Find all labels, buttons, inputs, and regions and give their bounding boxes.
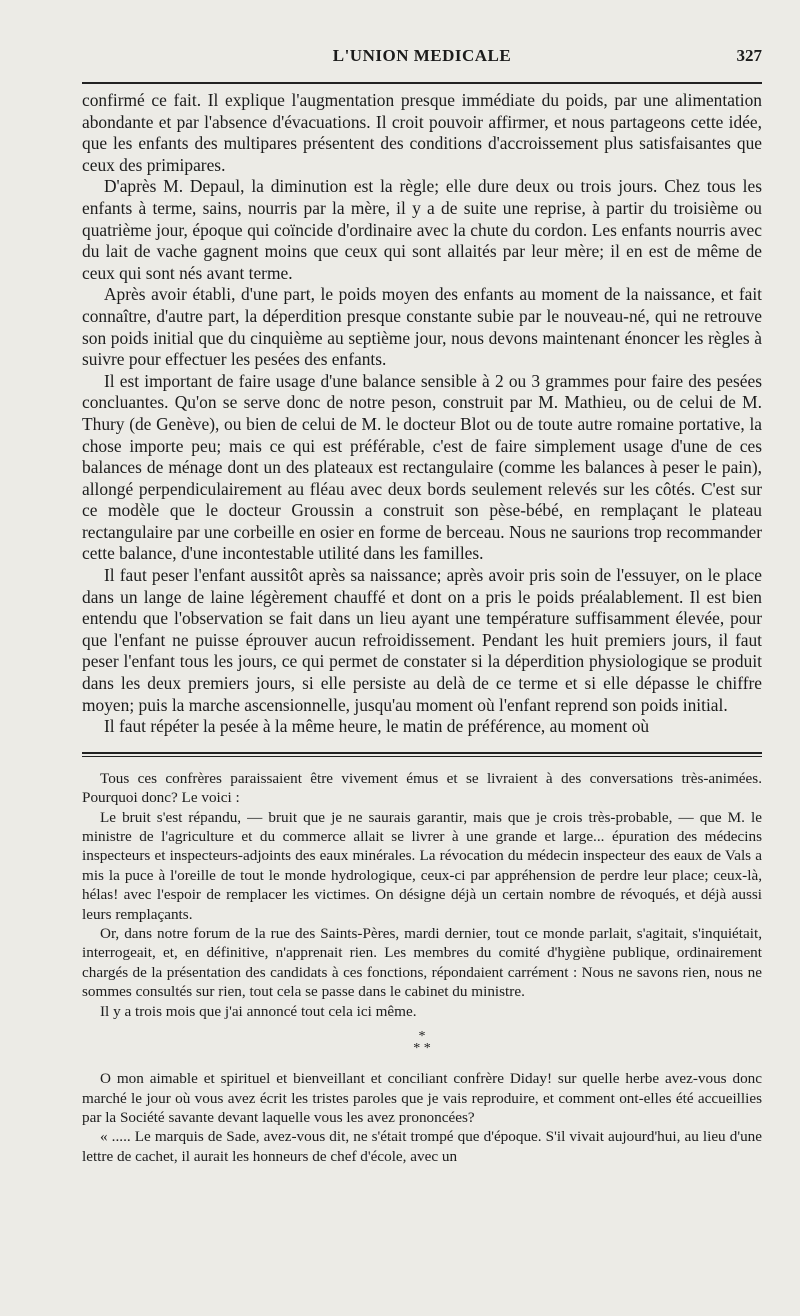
asterism-divider: * * *: [413, 1029, 431, 1057]
feuilleton-text: [82, 769, 762, 1166]
paragraph: Après avoir établi, d'une part, le poids moyen des enfants au moment de la naissance, et fait connaître, d'autre part, la déperdition presque constante subie par le nouveau-né, qui ne retrouve son poids initial que du cinquième au septième jour, nous devons maintenant énoncer les règles à suivre pour effectuer les pesées des enfants.: [82, 284, 762, 370]
page-number: 327: [736, 46, 762, 65]
page-header: [82, 44, 762, 68]
feuilleton-separator: [82, 752, 762, 757]
header-rule: [82, 82, 762, 84]
paragraph: Il est important de faire usage d'une balance sensible à 2 ou 3 grammes pour faire des pesées concluantes. Qu'on se serve donc de notre peson, construit par M. Mathieu, ou de celui de M. Thury (de Genève), ou bien de celui de M. le docteur Blot ou de toute autre romaine portative, la chose importe peu; mais ce qui est préférable, c'est de faire simplement usage d'une de ces balances de ménage dont un des plateaux est rectangulaire (comme les balances à peser le pain), allongé perpendiculairement au fléau avec deux bords seulement relevés sur les côtés. C'est sur ce modèle que le docteur Groussin a construit son pèse-bébé, en remplaçant le plateau rectangulaire par une corbeille en osier en forme de berceau. Nous ne saurions trop recommander cette balance, d'une incontestable utilité dans les familles.: [82, 370, 762, 564]
paragraph: Il faut répéter la pesée à la même heure, le matin de préférence, au moment où: [104, 716, 650, 737]
running-title: L'UNION MEDICALE: [332, 46, 512, 65]
main-text: [82, 90, 762, 738]
feuilleton-paragraph: O mon aimable et spirituel et bienveillant et conciliant confrère Diday! sur quelle herbe avez-vous donc marché le jour où vous avez écrit les tristes paroles que je vais reproduire, et comment ont-elles été accueillies par la Société savante devant laquelle vous les avez prononcées?: [82, 1070, 762, 1126]
feuilleton-paragraph: « ..... Le marquis de Sade, avez-vous dit, ne s'était trompé que d'époque. S'il vivait aujourd'hui, au lieu d'une lettre de cachet, il aurait les honneurs de chef d'école, avec un: [82, 1128, 762, 1165]
feuilleton-paragraph: Or, dans notre forum de la rue des Saints-Pères, mardi dernier, tout ce monde parlait, s'agitait, s'inquiétait, interrogeait, et, en définitive, n'apprenait rien. Les membres du comité d'hygiène publique, ordinairement chargés de la présentation des candidats à ces fonctions, répondaient carrément : Nous ne savons rien, nous ne sommes consultés sur rien, tout cela se passe dans le cabinet du ministre.: [82, 925, 762, 1001]
feuilleton-paragraph: Le bruit s'est répandu, — bruit que je ne saurais garantir, mais que je crois très-probable, — que M. le ministre de l'agriculture et du commerce allait se livrer à une grande et large... épuration des médecins inspecteurs et inspecteurs-adjoints des eaux minérales. La révocation du médecin inspecteur des eaux de Vals a mis la puce à l'oreille de tout le monde hydrologique, ceux-ci par appréhension de perdre leur place; ceux-là, hélas! avec l'espoir de remplacer les victimes. On désigne déjà un certain nombre de révoqués, et déjà aussi leurs remplaçants.: [82, 808, 762, 923]
paragraph: confirmé ce fait. Il explique l'augmentation presque immédiate du poids, par une alimentation abondante et par l'absence d'évacuations. Il croit pouvoir affirmer, et nous partageons cette idée, que les enfants des multipares présentent des conditions d'accroissement plus satisfaisantes que ceux des primipares.: [82, 90, 762, 175]
paragraph: Il faut peser l'enfant aussitôt après sa naissance; après avoir pris soin de l'essuyer, on le place dans un lange de laine légèrement chauffé et dont on a pris le poids préalablement. Il est bien entendu que l'observation se fait dans un lieu ayant une température suffisamment élevée, pour que l'enfant ne puisse éprouver aucun refroidissement. Pendant les huit premiers jours, il faut peser l'enfant tous les jours, ce qui permet de constater si la déperdition physiologique se produit dans les deux premiers jours, si elle persiste au delà de ce terme et si elle dépasse le chiffre moyen; puis la marche ascensionnelle, jusqu'au moment où l'enfant reprend son poids initial.: [82, 565, 762, 715]
feuilleton-paragraph: Il y a trois mois que j'ai annoncé tout cela ici même.: [100, 1002, 417, 1020]
feuilleton-paragraph: Tous ces confrères paraissaient être vivement émus et se livraient à des conversations très-animées. Pourquoi donc? Le voici :: [82, 769, 762, 807]
paragraph: D'après M. Depaul, la diminution est la règle; elle dure deux ou trois jours. Chez tous les enfants à terme, sains, nourris par la mère, il y a de suite une reprise, à partir du troisième ou quatrième jour, époque qui coïncide d'ordinaire avec la chute du cordon. Les enfants nourris avec du lait de vache gagnent moins que ceux qui sont allaités par leur mère; il en est de même de ceux qui sont nés avant terme.: [82, 176, 762, 283]
